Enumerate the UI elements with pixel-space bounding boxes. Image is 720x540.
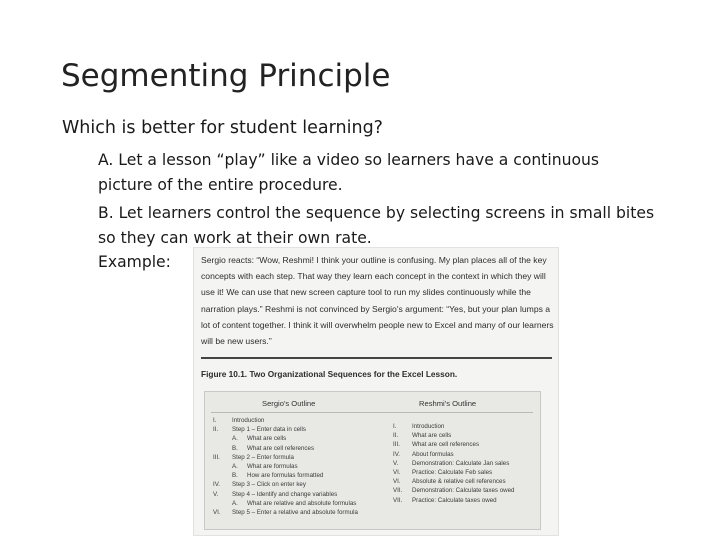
outline-item: [213, 416, 388, 425]
outline-item: [393, 440, 538, 449]
outline-subitem: [213, 444, 388, 453]
outline-number: A.: [232, 499, 238, 507]
outline-number: II.: [393, 432, 399, 440]
outline-number: VII.: [393, 496, 403, 504]
outline-text: What are cell references: [412, 441, 480, 449]
outline-number: VII.: [393, 487, 403, 495]
outline-number: V.: [393, 459, 399, 467]
outline-subitem: [213, 499, 388, 508]
excerpt-divider: [201, 357, 552, 359]
outline-text: Step 3 – Click on enter key: [232, 481, 306, 489]
outline-item: [393, 459, 538, 468]
table-header-rule: [211, 412, 533, 413]
outline-text: Practice: Calculate taxes owed: [412, 496, 497, 504]
outline-number: II.: [213, 426, 219, 434]
outline-text: Step 4 – Identify and change variables: [232, 490, 338, 498]
outline-number: VI.: [393, 478, 401, 486]
outline-subitem: [213, 434, 388, 443]
left-column-header: Sergio's Outline: [262, 399, 316, 408]
outline-text: What are cells: [247, 435, 287, 443]
outline-subitem: [213, 462, 388, 471]
outline-subitem: [213, 471, 388, 480]
outline-text: Absolute & relative cell references: [412, 478, 506, 486]
outline-table: [204, 391, 541, 530]
outline-item: [213, 425, 388, 434]
outline-text: What are cells: [412, 432, 452, 440]
example-label: Example:: [98, 253, 171, 271]
outline-item: [213, 453, 388, 462]
outline-text: Practice: Calculate Feb sales: [412, 469, 493, 477]
reshmi-outline-list: [393, 422, 538, 505]
outline-text: What are relative and absolute formulas: [247, 499, 357, 507]
outline-item: [393, 496, 538, 505]
outline-number: I.: [393, 423, 397, 430]
figure-title: Two Organizational Sequences for the Excel Lesson.: [249, 369, 458, 379]
outline-text: What are cell references: [247, 444, 315, 452]
option-a-text: A. Let a lesson “play” like a video so learners have a continuous picture of the entire procedure.: [98, 151, 600, 194]
outline-number: IV.: [393, 450, 400, 458]
outline-number: IV.: [213, 481, 220, 489]
sergio-outline-list: [213, 416, 388, 517]
outline-item: [393, 422, 538, 431]
figure-caption: [201, 369, 457, 379]
outline-number: I.: [213, 417, 217, 424]
outline-text: Step 1 – Enter data in cells: [232, 426, 306, 434]
outline-number: VI.: [393, 469, 401, 477]
outline-number: B.: [232, 444, 238, 452]
outline-number: B.: [232, 472, 238, 480]
outline-number: A.: [232, 463, 238, 471]
outline-text: What are formulas: [247, 463, 298, 471]
book-excerpt-image: [193, 247, 559, 536]
outline-text: Introduction: [412, 423, 445, 430]
outline-text: Demonstration: Calculate Jan sales: [412, 459, 510, 467]
slide-question: Which is better for student learning?: [62, 118, 383, 138]
outline-item: [393, 450, 538, 459]
outline-item: [213, 508, 388, 517]
outline-number: III.: [393, 441, 400, 449]
outline-number: VI.: [213, 509, 221, 517]
option-b-text: B. Let learners control the sequence by selecting screens in small bites so they can work at their own rate.: [98, 204, 655, 247]
slide-title: Segmenting Principle: [61, 58, 391, 94]
excerpt-paragraph: Sergio reacts: “Wow, Reshmi! I think your outline is confusing. My plan places all of the key concepts with each step. That way they learn each concept in the context in which they will use it! We can use that new screen capture tool to run my slides continuously while the narration plays.” Reshmi is not convinced by Sergio's argument: “Yes, but your plan lumps a lot of content together. I think it will overwhelm people new to Excel and many of our learners will be new users.”: [201, 255, 554, 347]
outline-number: A.: [232, 435, 238, 443]
outline-text: Step 5 – Enter a relative and absolute formula: [232, 509, 358, 517]
outline-item: [213, 490, 388, 499]
outline-item: [393, 477, 538, 486]
outline-item: [393, 431, 538, 440]
outline-text: How are formulas formatted: [247, 472, 324, 480]
outline-text: Step 2 – Enter formula: [232, 453, 294, 461]
outline-number: III.: [213, 453, 220, 461]
outline-item: [213, 480, 388, 489]
outline-item: [393, 468, 538, 477]
outline-text: About formulas: [412, 450, 454, 458]
outline-number: V.: [213, 490, 219, 498]
outline-text: Introduction: [232, 417, 265, 424]
figure-label: Figure 10.1.: [201, 369, 248, 379]
right-column-header: Reshmi's Outline: [419, 399, 477, 408]
outline-item: [393, 486, 538, 495]
outline-text: Demonstration: Calculate taxes owed: [412, 487, 515, 495]
